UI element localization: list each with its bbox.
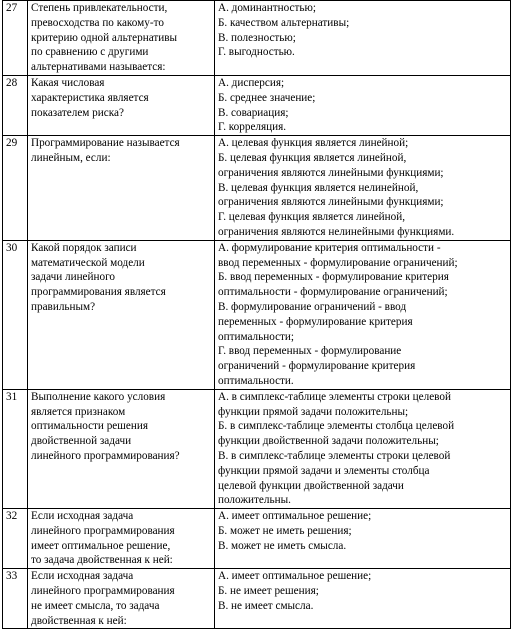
answer-option: функции прямой задачи и элементы столбца bbox=[218, 464, 430, 477]
answer-option: А. в симплекс-таблице элементы строки целевой bbox=[218, 390, 451, 403]
question-line: является признаком bbox=[31, 405, 126, 418]
answer-option: Г. корреляция. bbox=[218, 121, 287, 134]
answer-option: ограничения являются линейными функциями; bbox=[218, 166, 444, 179]
answer-options bbox=[215, 509, 511, 569]
question-number: 30 bbox=[3, 240, 28, 389]
question-text bbox=[28, 569, 215, 629]
question-line: по сравнению с другими bbox=[31, 46, 149, 59]
answer-option: А. дисперсия; bbox=[218, 76, 285, 89]
question-line: Если исходная задача bbox=[31, 570, 134, 583]
answer-option: функции прямой задачи положительны; bbox=[218, 405, 409, 418]
question-row bbox=[3, 240, 511, 389]
answer-option: А. целевая функция является линейной; bbox=[218, 137, 409, 150]
answer-option: В. совариация; bbox=[218, 106, 289, 119]
answer-option: В. в симплекс-таблице элементы строки целевой bbox=[218, 449, 451, 462]
question-row bbox=[3, 136, 511, 241]
question-line: Если исходная задача bbox=[31, 510, 134, 523]
answer-option: Б. среднее значение; bbox=[218, 91, 316, 104]
answer-options bbox=[215, 136, 511, 241]
answer-option: А. доминантностью; bbox=[218, 2, 316, 14]
answer-option: В. целевая функция является нелинейной, bbox=[218, 181, 419, 194]
answer-option: А. имеет оптимальное решение; bbox=[218, 510, 372, 523]
question-line: линейного программирования bbox=[31, 524, 175, 537]
questions-table bbox=[2, 0, 511, 629]
question-line: Выполнение какого условия bbox=[31, 390, 166, 403]
answer-options bbox=[215, 389, 511, 508]
answer-option: оптимальности - формулирование ограничений; bbox=[218, 286, 448, 299]
answer-option: Г. целевая функция является линейной, bbox=[218, 211, 406, 224]
question-line: линейного программирования? bbox=[31, 449, 180, 462]
question-line: правильным? bbox=[31, 300, 96, 313]
question-number: 27 bbox=[3, 1, 28, 76]
question-line: математической модели bbox=[31, 256, 145, 269]
question-line: показателем риска? bbox=[31, 106, 124, 119]
question-number: 31 bbox=[3, 389, 28, 508]
answer-option: Г. выгодностью. bbox=[218, 46, 295, 59]
question-line: то задача двойственная к ней: bbox=[31, 554, 173, 567]
question-row bbox=[3, 1, 511, 76]
answer-option: целевой функции двойственной задачи bbox=[218, 479, 404, 492]
question-line: оптимальности решения bbox=[31, 420, 148, 433]
answer-option: В. не имеет смысла. bbox=[218, 599, 314, 612]
answer-option: Б. не имеет решения; bbox=[218, 585, 319, 598]
questions-table-body bbox=[3, 1, 511, 629]
answer-options bbox=[215, 569, 511, 629]
question-line: превосходства по какому-то bbox=[31, 16, 164, 29]
question-number: 32 bbox=[3, 509, 28, 569]
question-line: Какая числовая bbox=[31, 76, 105, 89]
answer-option: оптимальности. bbox=[218, 374, 294, 387]
question-line: критерию одной альтернативы bbox=[31, 31, 178, 44]
question-text bbox=[28, 509, 215, 569]
answer-option: оптимальности; bbox=[218, 330, 295, 343]
answer-option: Б. целевая функция является линейной, bbox=[218, 151, 407, 164]
question-line: линейным, если: bbox=[31, 151, 111, 164]
question-line: задачи линейного bbox=[31, 271, 115, 284]
answer-option: В. может не иметь смысла. bbox=[218, 539, 347, 552]
answer-option: В. формулирование ограничений - ввод bbox=[218, 300, 407, 313]
question-line: альтернативами называется: bbox=[31, 61, 166, 74]
question-text bbox=[28, 136, 215, 241]
question-line: двойственной задачи bbox=[31, 435, 132, 448]
question-text bbox=[28, 389, 215, 508]
answer-option: переменных - формулирование критерия bbox=[218, 315, 413, 328]
question-line: Какой порядок записи bbox=[31, 241, 137, 254]
question-row bbox=[3, 75, 511, 135]
answer-option: Б. может не иметь решения; bbox=[218, 524, 352, 537]
answer-option: Б. ввод переменных - формулирование критерия bbox=[218, 271, 449, 284]
question-number: 33 bbox=[3, 569, 28, 629]
question-row bbox=[3, 569, 511, 629]
answer-option: ввод переменных - формулирование ограничений; bbox=[218, 256, 458, 269]
answer-option: ограничения являются нелинейными функциями. bbox=[218, 225, 455, 238]
question-line: линейного программирования bbox=[31, 585, 175, 598]
question-number: 28 bbox=[3, 75, 28, 135]
answer-options bbox=[215, 1, 511, 76]
question-line: двойственная к ней: bbox=[31, 614, 127, 627]
question-line: не имеет смысла, то задача bbox=[31, 599, 160, 612]
answer-option: Б. в симплекс-таблице элементы столбца целевой bbox=[218, 420, 455, 433]
answer-options bbox=[215, 240, 511, 389]
answer-option: В. полезностью; bbox=[218, 31, 296, 44]
question-text bbox=[28, 1, 215, 76]
question-row bbox=[3, 389, 511, 508]
answer-option: Г. ввод переменных - формулирование bbox=[218, 345, 402, 358]
answer-option: А. имеет оптимальное решение; bbox=[218, 570, 372, 583]
question-line: Степень привлекательности, bbox=[31, 2, 168, 14]
question-text bbox=[28, 75, 215, 135]
answer-option: Б. качеством альтернативы; bbox=[218, 16, 350, 29]
answer-option: функции двойственной задачи положительны; bbox=[218, 435, 439, 448]
question-number: 29 bbox=[3, 136, 28, 241]
answer-option: положительны. bbox=[218, 494, 291, 507]
answer-option: А. формулирование критерия оптимальности - bbox=[218, 241, 441, 254]
question-line: программирования является bbox=[31, 286, 166, 299]
question-text bbox=[28, 240, 215, 389]
question-row bbox=[3, 509, 511, 569]
question-line: имеет оптимальное решение, bbox=[31, 539, 171, 552]
answer-options bbox=[215, 75, 511, 135]
question-line: Программирование называется bbox=[31, 137, 180, 150]
answer-option: ограничения являются линейными функциями; bbox=[218, 196, 444, 209]
answer-option: ограничений - формулирование критерия bbox=[218, 360, 416, 373]
question-line: характеристика является bbox=[31, 91, 149, 104]
